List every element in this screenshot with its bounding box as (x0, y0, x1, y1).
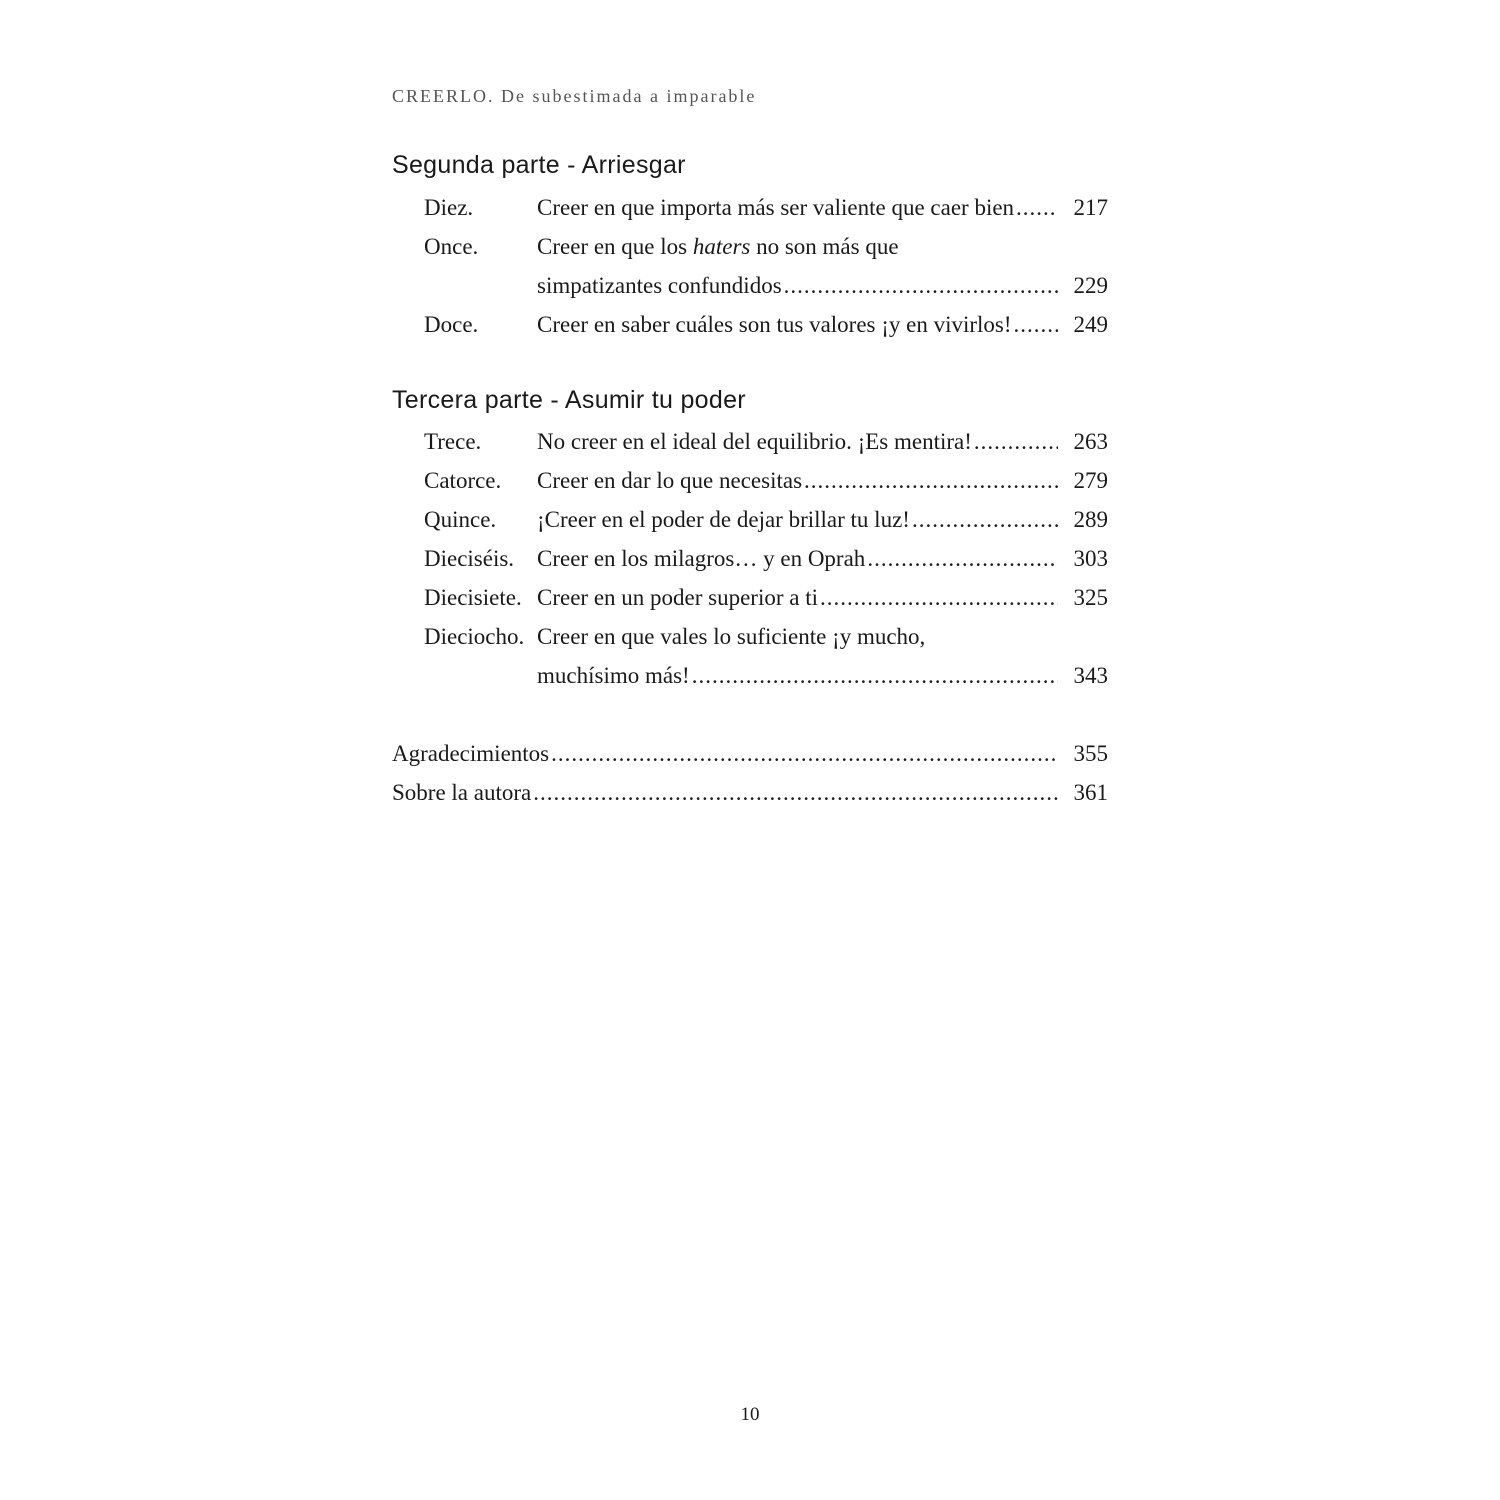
chapter-title: Creer en los milagros… y en Oprah (537, 546, 866, 571)
chapter-title-line1: Creer en que vales lo suficiente ¡y mucho, (537, 624, 926, 649)
leader-dots (804, 461, 1058, 500)
chapter-title-line2: simpatizantes confundidos (537, 273, 782, 298)
toc-entry-dieciocho-continued[interactable] (392, 656, 1108, 695)
page-ref: 355 (1073, 741, 1108, 766)
page-ref: 303 (1073, 546, 1108, 571)
toc-entry-sobre-la-autora[interactable] (392, 773, 1108, 812)
leader-dots (1016, 188, 1058, 227)
page-ref: 217 (1073, 195, 1108, 220)
chapter-title: Creer en dar lo que necesitas (537, 468, 803, 493)
section-title-tercera-parte: Tercera parte - Asumir tu poder (392, 386, 746, 414)
section-title-segunda-parte: Segunda parte - Arriesgar (392, 151, 686, 179)
page-ref: 229 (1073, 273, 1108, 298)
toc-entry-catorce[interactable] (392, 461, 1108, 500)
toc-entry-dieciseis[interactable] (392, 539, 1108, 578)
toc-entry-once-continued[interactable] (392, 266, 1108, 305)
chapter-title-emphasis: haters (692, 234, 751, 259)
leader-dots (784, 266, 1058, 305)
page-ref: 249 (1073, 312, 1108, 337)
toc-entry-dieciocho[interactable] (392, 617, 1108, 656)
leader-dots (551, 734, 1058, 773)
back-matter-title: Agradecimientos (392, 741, 550, 766)
toc-entry-diez[interactable] (392, 188, 1108, 227)
chapter-title: Creer en saber cuáles son tus valores ¡y en vivirlos! (537, 312, 1012, 337)
page-ref: 263 (1073, 429, 1108, 454)
chapter-number: Diez. (424, 195, 474, 220)
toc-entry-doce[interactable] (392, 305, 1108, 344)
chapter-title-line2: muchísimo más! (537, 663, 690, 688)
page-ref: 279 (1073, 468, 1108, 493)
leader-dots (974, 422, 1058, 461)
chapter-number: Dieciséis. (424, 546, 515, 571)
chapter-number: Dieciocho. (424, 624, 525, 649)
chapter-number: Trece. (424, 429, 482, 454)
chapter-number: Quince. (424, 507, 497, 532)
toc-entry-agradecimientos[interactable] (392, 734, 1108, 773)
page-ref: 343 (1073, 663, 1108, 688)
leader-dots (820, 578, 1058, 617)
leader-dots (867, 539, 1058, 578)
chapter-number: Doce. (424, 312, 479, 337)
leader-dots (912, 500, 1058, 539)
leader-dots (533, 773, 1058, 812)
back-matter-title: Sobre la autora (392, 780, 532, 805)
toc-entry-quince[interactable] (392, 500, 1108, 539)
page-ref: 289 (1073, 507, 1108, 532)
chapter-title-line1: Creer en que los haters no son más que (537, 234, 899, 259)
leader-dots (1014, 305, 1058, 344)
chapter-title: Creer en un poder superior a ti (537, 585, 819, 610)
chapter-title: ¡Creer en el poder de dejar brillar tu luz! (537, 507, 910, 532)
toc-entry-diecisiete[interactable] (392, 578, 1108, 617)
page-ref: 325 (1073, 585, 1108, 610)
chapter-number: Diecisiete. (424, 585, 522, 610)
page-number: 10 (740, 1404, 760, 1425)
leader-dots (692, 656, 1058, 695)
chapter-number: Catorce. (424, 468, 502, 493)
chapter-title: Creer en que importa más ser valiente que caer bien (537, 195, 1015, 220)
toc-entry-trece[interactable] (392, 422, 1108, 461)
page-ref: 361 (1073, 780, 1108, 805)
chapter-title: No creer en el ideal del equilibrio. ¡Es mentira! (537, 429, 972, 454)
chapter-number: Once. (424, 234, 479, 259)
toc-entry-once[interactable] (392, 227, 1108, 266)
running-head: CREERLO. De subestimada a imparable (392, 86, 757, 106)
